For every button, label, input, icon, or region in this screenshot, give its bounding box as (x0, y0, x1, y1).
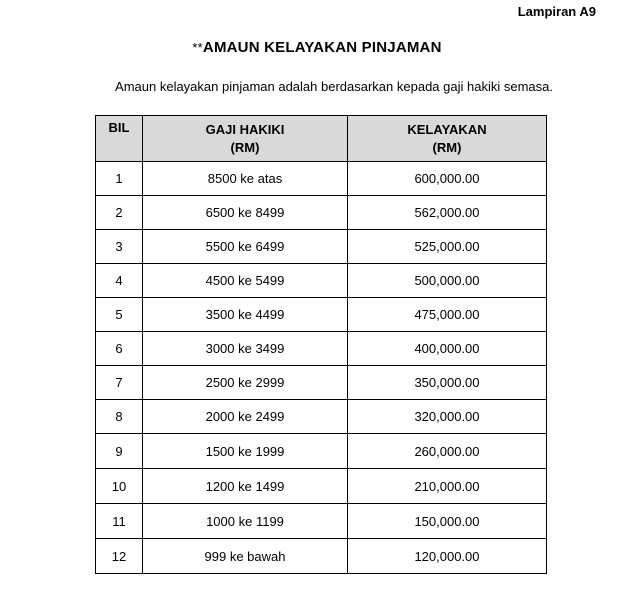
cell-gaji: 3500 ke 4499 (143, 298, 348, 332)
table-row (96, 264, 547, 298)
cell-kelayakan: 475,000.00 (348, 298, 547, 332)
cell-bil: 8 (96, 400, 143, 434)
table-row (96, 366, 547, 400)
cell-gaji: 4500 ke 5499 (143, 264, 348, 298)
page-title (0, 39, 634, 56)
cell-gaji: 3000 ke 3499 (143, 332, 348, 366)
cell-kelayakan: 120,000.00 (348, 539, 547, 574)
appendix-label: Lampiran A9 (517, 4, 596, 19)
table-row (96, 504, 547, 539)
cell-kelayakan: 600,000.00 (348, 162, 547, 196)
title-marks: ** (192, 40, 203, 55)
header-kelayakan (348, 116, 547, 162)
title-text: AMAUN KELAYAKAN PINJAMAN (202, 39, 442, 56)
cell-gaji: 999 ke bawah (143, 539, 348, 574)
loan-eligibility-table (95, 115, 547, 574)
cell-gaji: 2500 ke 2999 (143, 366, 348, 400)
cell-bil: 11 (96, 504, 143, 539)
table-header-row (96, 116, 547, 162)
header-kelayakan-line1: KELAYAKAN (407, 121, 487, 137)
cell-gaji: 1200 ke 1499 (143, 469, 348, 504)
cell-gaji: 6500 ke 8499 (143, 196, 348, 230)
cell-kelayakan: 350,000.00 (348, 366, 547, 400)
header-gaji-line1: GAJI HAKIKI (205, 121, 285, 137)
cell-bil: 10 (96, 469, 143, 504)
table-row (96, 298, 547, 332)
table-row (96, 434, 547, 469)
cell-kelayakan: 562,000.00 (348, 196, 547, 230)
cell-bil: 7 (96, 366, 143, 400)
table-row (96, 332, 547, 366)
cell-kelayakan: 320,000.00 (348, 400, 547, 434)
cell-bil: 12 (96, 539, 143, 574)
cell-kelayakan: 400,000.00 (348, 332, 547, 366)
header-kelayakan-line2: (RM) (432, 139, 462, 155)
table-row (96, 196, 547, 230)
cell-kelayakan: 150,000.00 (348, 504, 547, 539)
cell-bil: 4 (96, 264, 143, 298)
cell-bil: 6 (96, 332, 143, 366)
cell-gaji: 8500 ke atas (143, 162, 348, 196)
cell-kelayakan: 525,000.00 (348, 230, 547, 264)
header-bil: BIL (96, 116, 143, 162)
table-row (96, 400, 547, 434)
cell-gaji: 1500 ke 1999 (143, 434, 348, 469)
cell-kelayakan: 500,000.00 (348, 264, 547, 298)
cell-bil: 5 (96, 298, 143, 332)
cell-gaji: 1000 ke 1199 (143, 504, 348, 539)
cell-kelayakan: 210,000.00 (348, 469, 547, 504)
table-row (96, 230, 547, 264)
table-row (96, 469, 547, 504)
cell-kelayakan: 260,000.00 (348, 434, 547, 469)
header-gaji-line2: (RM) (230, 139, 260, 155)
intro-text: Amaun kelayakan pinjaman adalah berdasarkan kepada gaji hakiki semasa. (115, 79, 553, 94)
table-row (96, 539, 547, 574)
cell-gaji: 5500 ke 6499 (143, 230, 348, 264)
cell-bil: 2 (96, 196, 143, 230)
table-row (96, 162, 547, 196)
cell-bil: 3 (96, 230, 143, 264)
cell-gaji: 2000 ke 2499 (143, 400, 348, 434)
cell-bil: 1 (96, 162, 143, 196)
cell-bil: 9 (96, 434, 143, 469)
header-gaji (143, 116, 348, 162)
